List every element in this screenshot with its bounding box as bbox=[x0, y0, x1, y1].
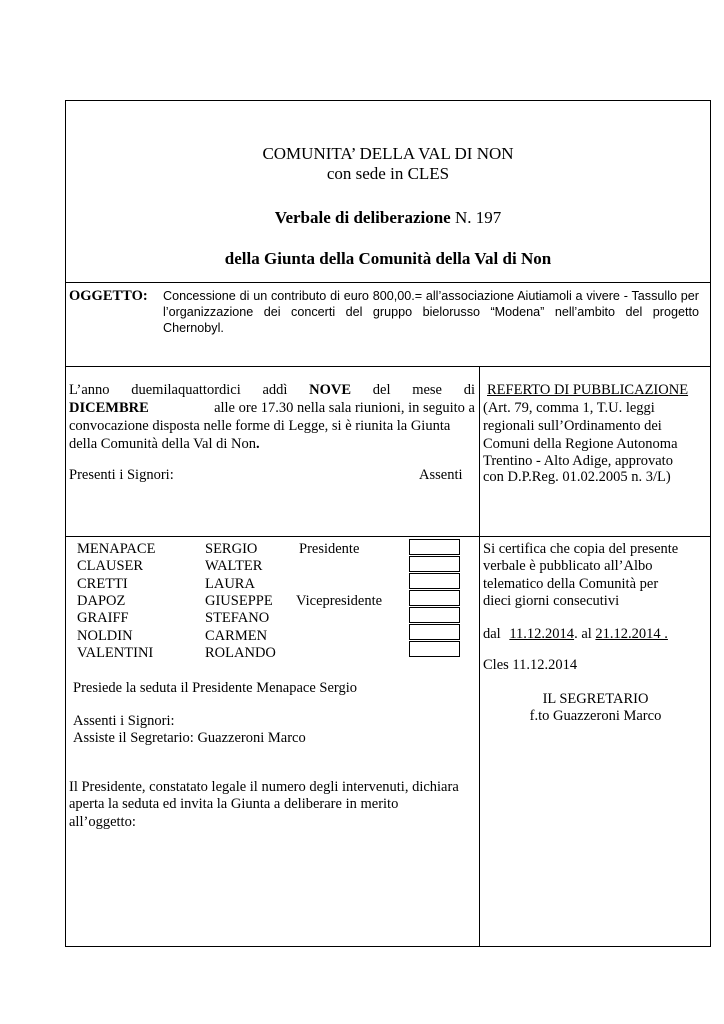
intro-line-1 bbox=[69, 382, 475, 400]
referto-line-5: con D.P.Reg. 01.02.2005 n. 3/L) bbox=[483, 469, 671, 485]
verbale-title bbox=[65, 208, 711, 228]
assiste-text: Assiste il Segretario: Guazzeroni Marco bbox=[73, 730, 306, 746]
intro-day: NOVE bbox=[309, 382, 352, 398]
member-name: ROLANDO bbox=[205, 645, 276, 661]
member-surname: CLAUSER bbox=[77, 558, 144, 574]
assenti-header: Assenti bbox=[419, 467, 463, 483]
intro-di: di bbox=[463, 382, 475, 398]
member-name: LAURA bbox=[205, 576, 255, 592]
presiede-text: Presiede la seduta il Presidente Menapace Sergio bbox=[73, 680, 358, 696]
certificate-line-4: dieci giorni consecutivi bbox=[483, 593, 620, 609]
closing-line-2: aperta la seduta ed invita la Giunta a deliberare in merito bbox=[69, 796, 399, 812]
intro-line-3: convocazione disposta nelle forme di Legge, si è riunita la Giunta bbox=[69, 418, 451, 434]
absence-box bbox=[409, 607, 460, 623]
closing-line-1: Il Presidente, constatato legale il numero degli intervenuti, dichiara bbox=[69, 779, 459, 795]
certificate-line-1: Si certifica che copia del presente bbox=[483, 541, 679, 557]
intro-year: duemilaquattordici bbox=[131, 382, 241, 398]
absence-box bbox=[409, 556, 460, 572]
member-name: WALTER bbox=[205, 558, 263, 574]
member-role: Vicepresidente bbox=[296, 593, 383, 609]
member-surname: GRAIFF bbox=[77, 610, 129, 626]
referto-line-2: regionali sull’Ordinamento dei bbox=[483, 418, 662, 434]
oggetto-label: OGGETTO: bbox=[69, 288, 148, 304]
presenti-label: Presenti i Signori: bbox=[69, 467, 174, 483]
certificate-line-2: verbale è pubblicato all’Albo bbox=[483, 558, 653, 574]
intro-time: alle ore 17.30 nella sala riunioni, in seguito a bbox=[214, 400, 475, 416]
divider-oggetto bbox=[65, 366, 711, 367]
intro-anno: L’anno bbox=[69, 382, 110, 398]
column-divider bbox=[479, 366, 480, 947]
organization-name: COMUNITA’ DELLA VAL DI NON bbox=[262, 144, 514, 163]
absence-box bbox=[409, 590, 460, 606]
al-label: . al bbox=[574, 626, 596, 642]
referto-line-3: Comuni della Regione Autonoma bbox=[483, 436, 678, 452]
verbale-number: N. 197 bbox=[450, 208, 502, 227]
intro-line-2 bbox=[69, 400, 475, 418]
member-surname: VALENTINI bbox=[77, 645, 154, 661]
certificate-line-3: telematico della Comunità per bbox=[483, 576, 659, 592]
al-date: 21.12.2014 . bbox=[595, 626, 668, 642]
oggetto-text: Concessione di un contributo di euro 800,00.= all’associazione Aiutiamoli a vivere - Tassullo per l’organizzazione dei concerti del gruppo bielorusso “Modena” nell’ambito del progetto Chernobyl. bbox=[163, 289, 699, 335]
member-name: SERGIO bbox=[205, 541, 258, 557]
publication-dates bbox=[483, 626, 668, 644]
member-name: CARMEN bbox=[205, 628, 268, 644]
referto-line-1: (Art. 79, comma 1, T.U. leggi bbox=[483, 400, 655, 416]
absence-box bbox=[409, 641, 460, 657]
dal-date: 11.12.2014 bbox=[509, 626, 575, 642]
intro-del: del bbox=[372, 382, 391, 398]
verbale-label: Verbale di deliberazione bbox=[274, 208, 451, 227]
member-name: GIUSEPPE bbox=[205, 593, 273, 609]
member-surname: NOLDIN bbox=[77, 628, 133, 644]
intro-mese: mese bbox=[412, 382, 442, 398]
intro-line-4 bbox=[69, 436, 260, 454]
cles-date: Cles 11.12.2014 bbox=[483, 657, 578, 673]
absence-box bbox=[409, 573, 460, 589]
secretary-name: f.to Guazzeroni Marco bbox=[529, 708, 662, 724]
intro-line-4-text: della Comunità della Val di Non bbox=[69, 436, 256, 452]
intro-month: DICEMBRE bbox=[69, 400, 149, 416]
intro-addi: addì bbox=[262, 382, 288, 398]
closing-line-3: all’oggetto: bbox=[69, 814, 136, 830]
member-surname: DAPOZ bbox=[77, 593, 126, 609]
member-surname: CRETTI bbox=[77, 576, 128, 592]
organization-seat: con sede in CLES bbox=[326, 164, 450, 183]
member-name: STEFANO bbox=[205, 610, 270, 626]
referto-line-4: Trentino - Alto Adige, approvato bbox=[483, 453, 673, 469]
member-surname: MENAPACE bbox=[77, 541, 156, 557]
absence-box bbox=[409, 624, 460, 640]
member-role: Presidente bbox=[299, 541, 360, 557]
dal-label: dal bbox=[483, 626, 505, 642]
assenti-signori: Assenti i Signori: bbox=[73, 713, 175, 729]
secretary-title: IL SEGRETARIO bbox=[542, 691, 649, 707]
referto-title: REFERTO DI PUBBLICAZIONE bbox=[487, 382, 689, 398]
giunta-title: della Giunta della Comunità della Val di Non bbox=[224, 249, 552, 268]
absence-box bbox=[409, 539, 460, 555]
divider-header bbox=[65, 282, 711, 283]
intro-line-4-dot: . bbox=[256, 436, 260, 452]
divider-intro bbox=[65, 536, 711, 537]
